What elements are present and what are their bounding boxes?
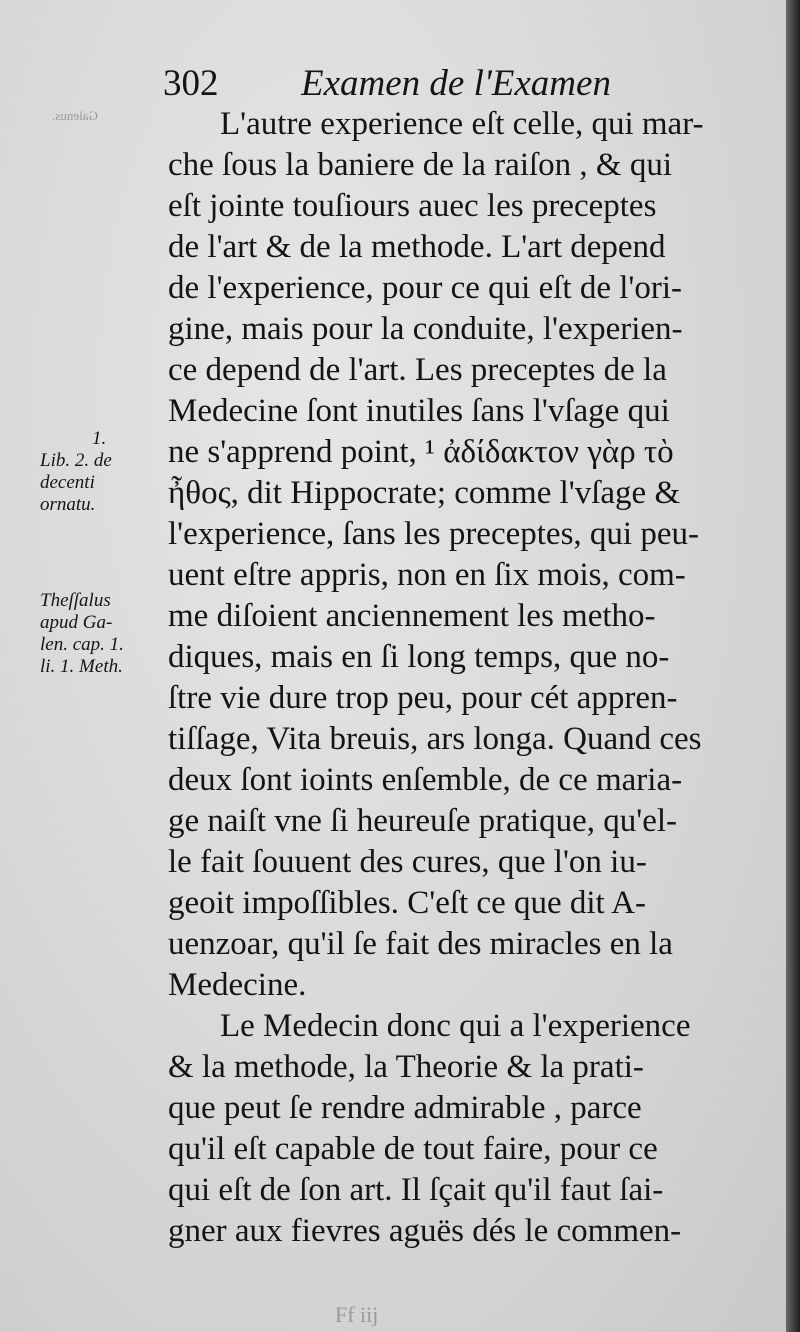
text-line: diques, mais en ſi long temps, que no- (168, 639, 670, 675)
margin-note-line: decenti (40, 472, 95, 493)
page-edge-shadow (786, 0, 800, 1332)
margin-note-line: apud Ga- (40, 612, 113, 633)
text-line: qu'il eſt capable de tout faire, pour ce (168, 1131, 658, 1167)
margin-note-line: li. 1. Meth. (40, 656, 123, 677)
text-line: deux ſont ioints enſemble, de ce maria- (168, 762, 683, 798)
margin-note-line: len. cap. 1. (40, 634, 124, 655)
text-line: che ſous la baniere de la raiſon , & qui (168, 147, 672, 183)
text-line: ἦθος, dit Hippocrate; comme l'vſage & (168, 475, 681, 511)
text-line: Medecine. (168, 967, 307, 1003)
running-title: Examen de l'Examen (301, 63, 611, 104)
text-line: qui eſt de ſon art. Il ſçait qu'il faut ſai- (168, 1172, 664, 1208)
margin-note-line: Lib. 2. de (40, 450, 112, 471)
text-line: ſtre vie dure trop peu, pour cét appren- (168, 680, 678, 716)
text-line: ge naiſt vne ſi heureuſe pratique, qu'el- (168, 803, 678, 839)
text-line: le fait ſouuent des cures, que l'on iu- (168, 844, 647, 880)
text-line: uenzoar, qu'il ſe fait des miracles en la (168, 926, 673, 962)
bleed-through-text: Galenus. (52, 108, 98, 123)
text-line: Le Medecin donc qui a l'experience (220, 1008, 691, 1044)
text-line: que peut ſe rendre admirable , parce (168, 1090, 642, 1126)
body-text (168, 104, 751, 1252)
text-line: ce depend de l'art. Les preceptes de la (168, 352, 667, 388)
text-line: ne s'apprend point, ¹ ἀδίδακτον γὰρ τὸ (168, 434, 674, 470)
signature-mark: Ff iij (335, 1302, 379, 1327)
page-number: 302 (163, 63, 219, 104)
text-line: eſt jointe touſiours auec les preceptes (168, 188, 657, 224)
text-line: de l'experience, pour ce qui eſt de l'ori- (168, 270, 682, 306)
text-line: Medecine ſont inutiles ſans l'vſage qui (168, 393, 670, 429)
text-line: gner aux fievres aguës dés le commen- (168, 1213, 682, 1249)
text-line: gine, mais pour la conduite, l'experien- (168, 311, 683, 347)
margin-note-line: 1. (92, 428, 107, 449)
margin-note-lib2 (40, 428, 165, 516)
text-line: L'autre experience eſt celle, qui mar- (220, 106, 704, 142)
margin-note-thessalus (40, 590, 165, 678)
text-line: & la methode, la Theorie & la prati- (168, 1049, 644, 1085)
text-line: uent eſtre appris, non en ſix mois, com- (168, 557, 686, 593)
page-header (163, 62, 763, 110)
margin-note-line: Theſſalus (40, 590, 111, 611)
margin-note-line: ornatu. (40, 494, 96, 515)
text-line: de l'art & de la methode. L'art depend (168, 229, 666, 265)
text-line: me diſoient anciennement les metho- (168, 598, 656, 634)
text-line: tiſſage, Vita breuis, ars longa. Quand ces (168, 721, 702, 757)
text-line: l'experience, ſans les preceptes, qui peu- (168, 516, 699, 552)
text-line: geoit impoſſibles. C'eſt ce que dit A- (168, 885, 646, 921)
